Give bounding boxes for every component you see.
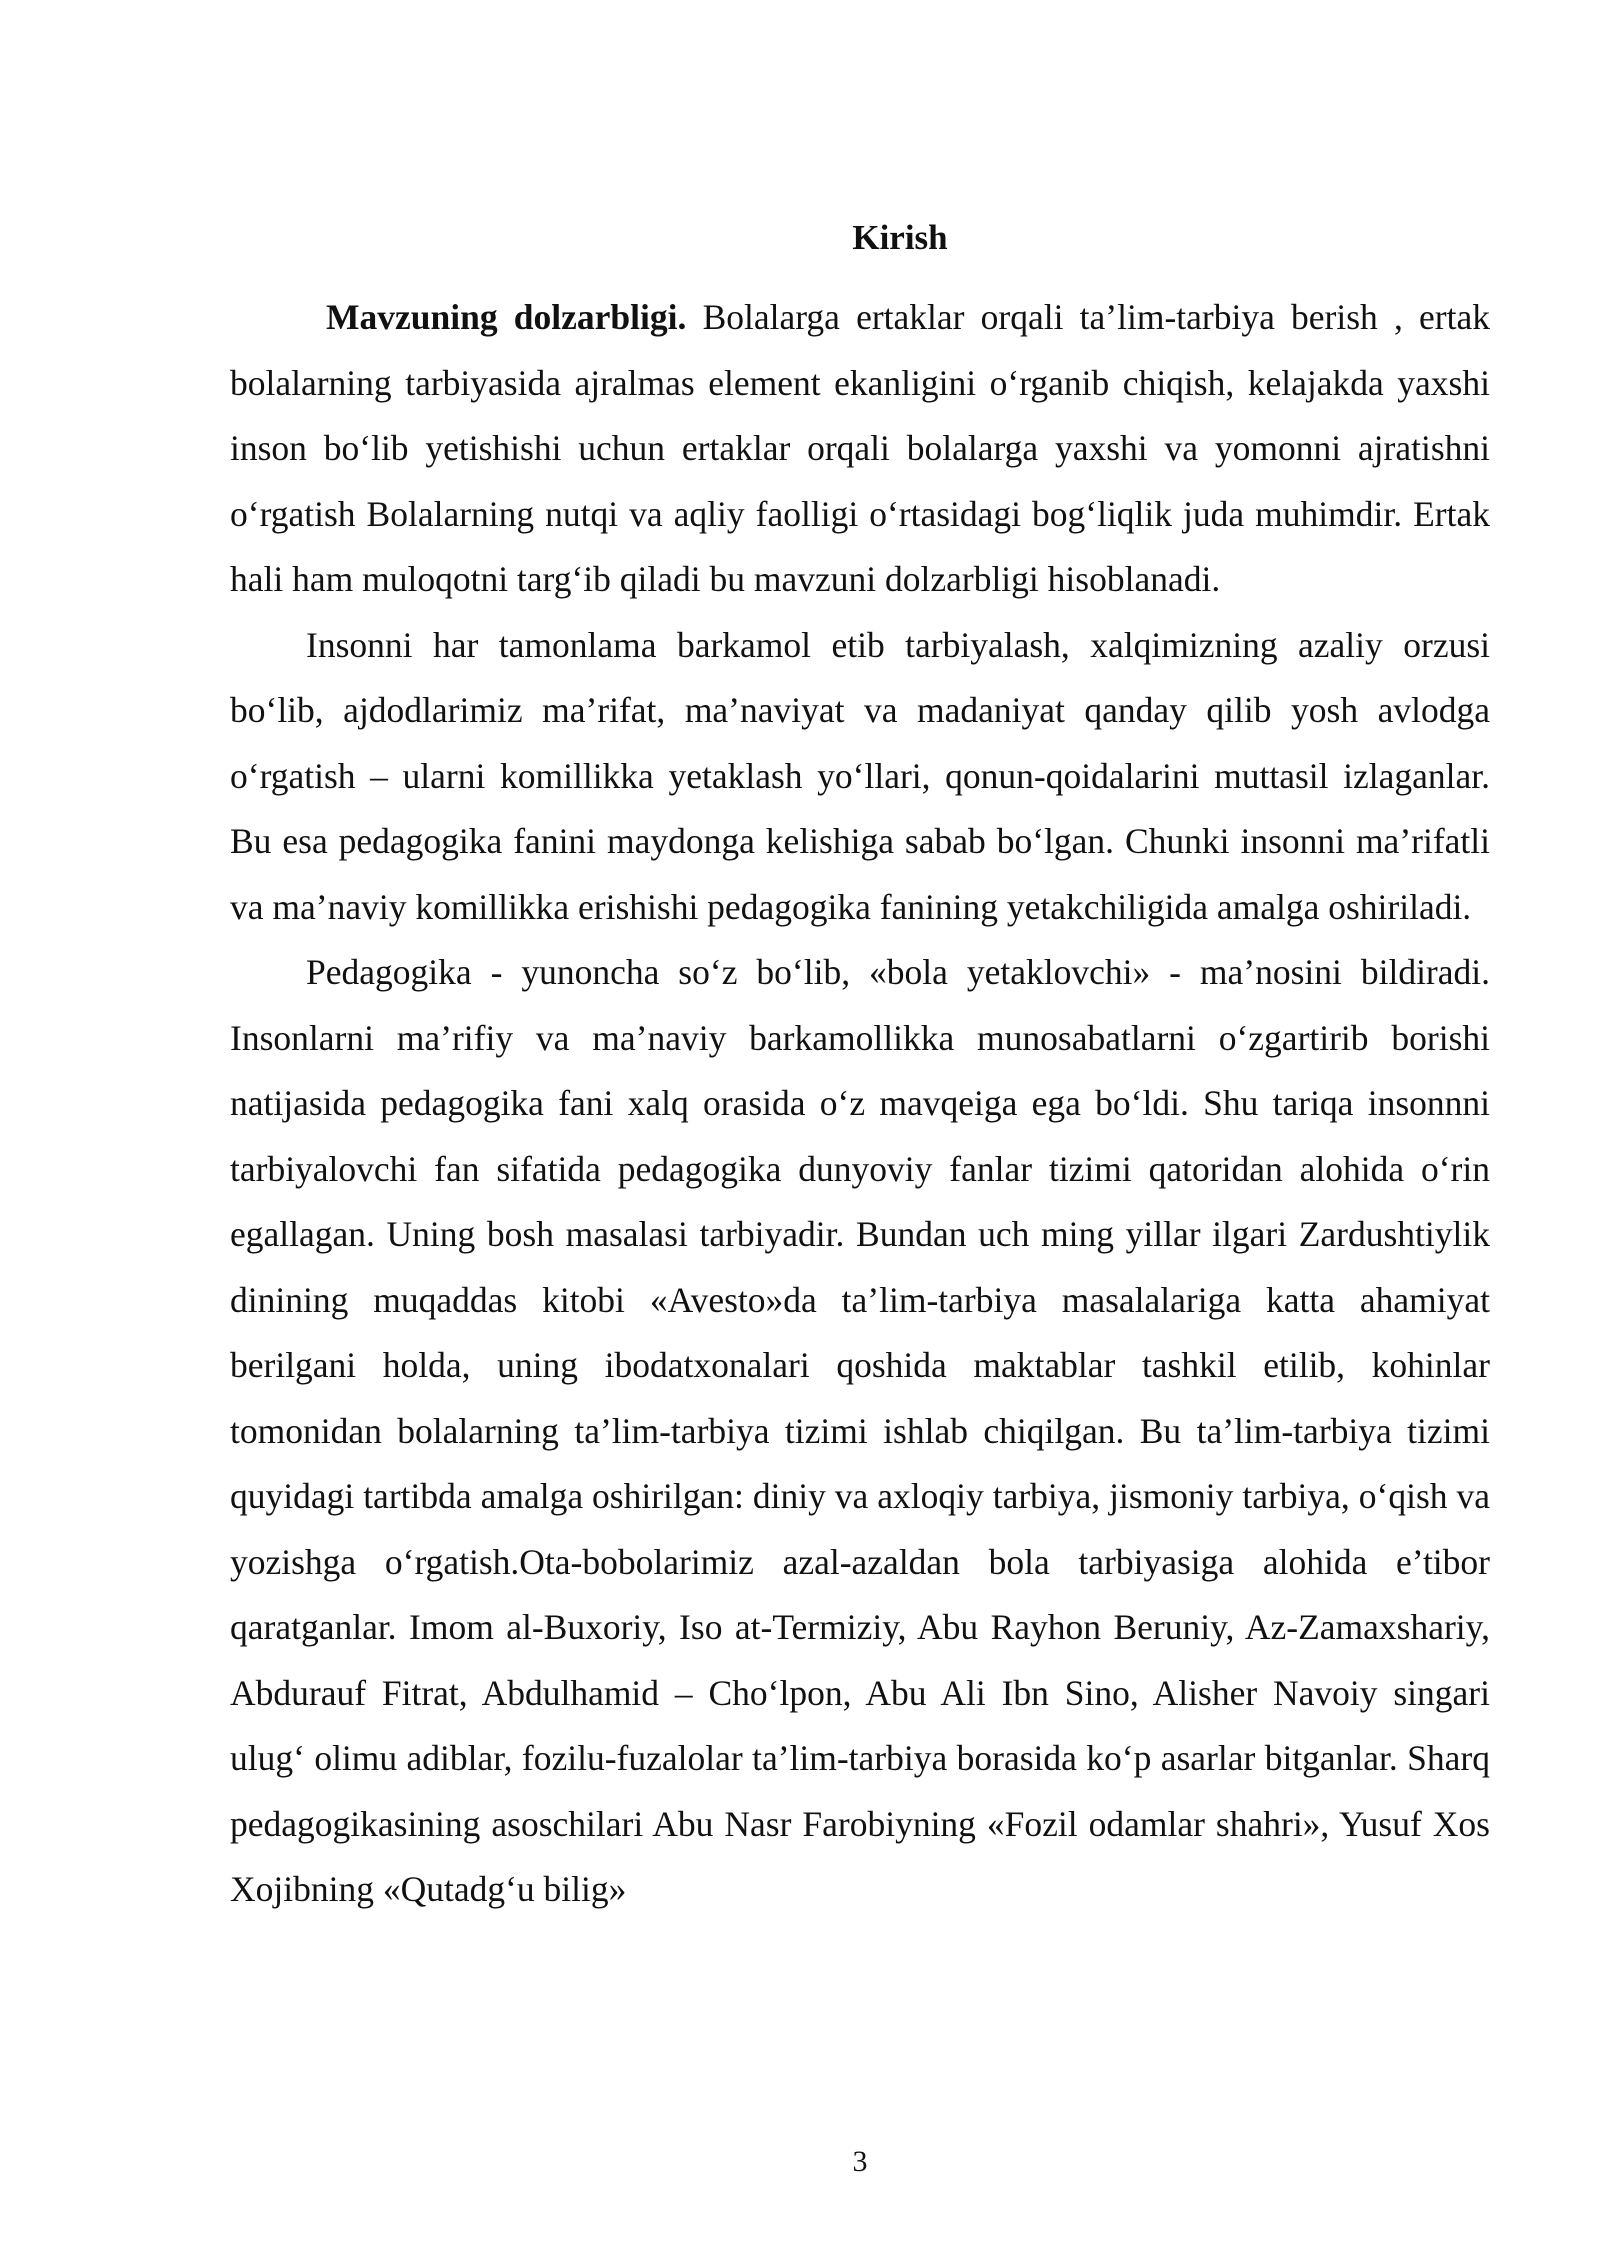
section-heading: Kirish (852, 218, 948, 257)
paragraph-text: Bolalarga ertaklar orqali ta’lim-tarbiya berish , ertak bolalarning tarbiyasida ajralmas element ekanligini o‘rganib chiqish, kelajakda yaxshi inson bo‘lib yetishishi uchun ertaklar orqali bolalarga yaxshi va yomonni ajratishni o‘rgatish Bolalarning nutqi va aqliy faolligi o‘rtasidagi bog‘liqlik juda muhimdir. Ertak hali ham muloqotni targ‘ib qiladi bu mavzuni dolzarbligi hisoblanadi. (230, 297, 1490, 599)
paragraph-pedagogy: Pedagogika - yunoncha so‘z bo‘lib, «bola yetaklovchi» - ma’nosini bildiradi. Insonlarni ma’rifiy va ma’naviy barkamollikka munosabatlarni o‘zgartirib borishi natijasida pedagogika fani xalq orasida o‘z mavqeiga ega bo‘ldi. Shu tariqa insonnni tarbiyalovchi fan sifatida pedagogika dunyoviy fanlar tizimi qatoridan alohida o‘rin egallagan. Uning bosh masalasi tarbiyadir. Bundan uch ming yillar ilgari Zardushtiylik dinining muqaddas kitobi «Avesto»da ta’lim-tarbiya masalalariga katta ahamiyat berilgani holda, uning ibodatxonalari qoshida maktablar tashkil etilib, kohinlar tomonidan bolalarning ta’lim-tarbiya tizimi ishlab chiqilgan. Bu ta’lim-tarbiya tizimi quyidagi tartibda amalga oshirilgan: diniy va axloqiy tarbiya, jismoniy tarbiya, o‘qish va yozishga o‘rgatish.Ota-bobolarimiz azal-azaldan bola tarbiyasiga alohida e’tibor qaratganlar. Imom al-Buxoriy, Iso at-Termiziy, Abu Rayhon Beruniy, Az-Zamaxshariy, Abdurauf Fitrat, Abdulhamid – Cho‘lpon, Abu Ali Ibn Sino, Alisher Navoiy singari ulug‘ olimu adiblar, fozilu-fuzalolar ta’lim-tarbiya borasida ko‘p asarlar bitganlar. Sharq pedagogikasining asoschilari Abu Nasr Farobiyning «Fozil odamlar shahri», Yusuf Xos Xojibning «Qutadg‘u bilig» (230, 952, 1490, 1909)
paragraph-lead: Mavzuning dolzarbligi. (326, 297, 687, 337)
paragraph-relevance (230, 285, 1490, 613)
paragraph-upbringing: Insonni har tamonlama barkamol etib tarbiyalash, xalqimizning azaliy orzusi bo‘lib, ajdodlarimiz ma’rifat, ma’naviyat va madaniyat qanday qilib yosh avlodga o‘rgatish – ularni komillikka yetaklash yo‘llari, qonun-qoidalarini muttasil izlaganlar. Bu esa pedagogika fanini maydonga kelishiga sabab bo‘lgan. Chunki insonni ma’rifatli va ma’naviy komillikka erishishi pedagogika fanining yetakchiligida amalga oshiriladi. (230, 624, 1490, 927)
page-number: 3 (852, 2145, 868, 2178)
body-text (230, 285, 1490, 1923)
